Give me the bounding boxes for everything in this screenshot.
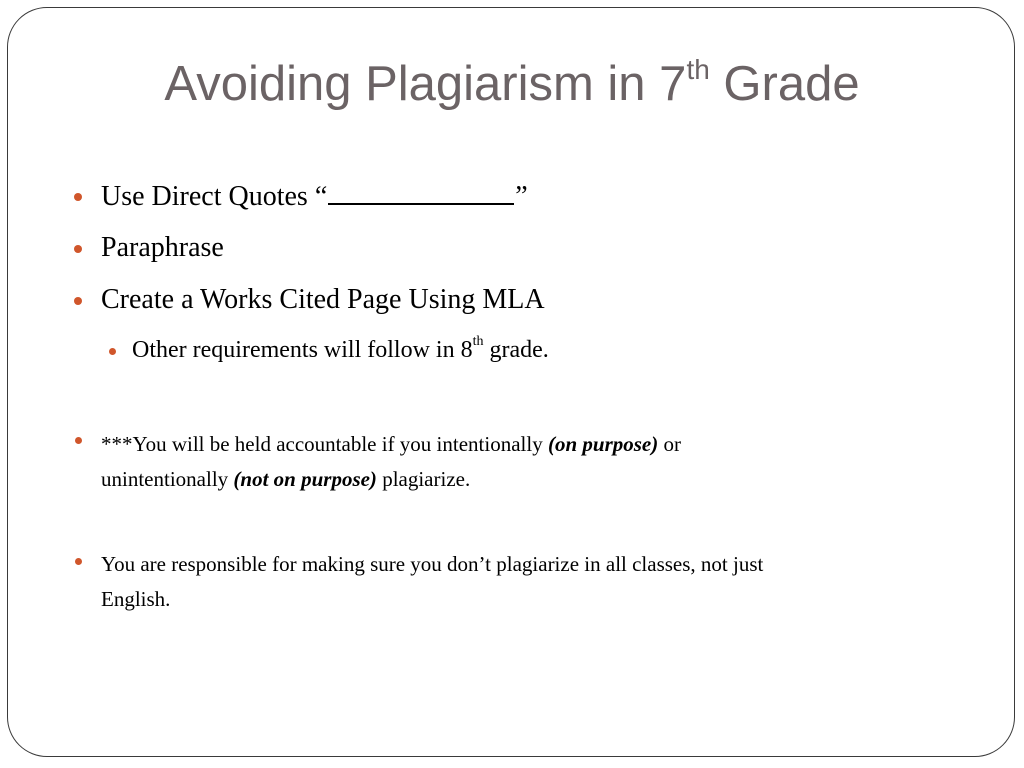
bullet-direct-quotes — [101, 181, 528, 213]
note-accountable-line-2 — [101, 462, 681, 497]
bullet-dot-icon — [75, 437, 82, 444]
slide-frame — [7, 7, 1015, 757]
note-not-on-purpose: (not on purpose) — [233, 467, 377, 491]
bullet-dot-icon — [74, 193, 82, 201]
note-responsible-line-1: You are responsible for making sure you don’t plagiarize in all classes, not just — [101, 552, 764, 576]
sub-bullet-text: Other requirements will follow in 8 — [132, 337, 473, 363]
bullet-dot-icon — [74, 245, 82, 253]
sub-bullet-requirements — [132, 334, 549, 363]
bullet-paraphrase: Paraphrase — [101, 232, 224, 263]
title-main: Avoiding Plagiarism in 7 — [164, 57, 687, 111]
note-accountable-line-1 — [101, 427, 681, 462]
title-superscript: th — [686, 53, 710, 85]
slide-title — [0, 53, 1024, 112]
bullet-dot-icon — [75, 558, 82, 565]
bullet-direct-quotes-text: Use Direct Quotes “ — [101, 181, 328, 212]
note-unintentionally: unintentionally — [101, 467, 234, 491]
quote-blank-line — [328, 181, 514, 205]
note-responsible — [101, 547, 763, 617]
note-accountable-text: ***You will be held accountable if you intentionally — [101, 432, 548, 456]
sub-bullet-dot-icon — [109, 348, 116, 355]
note-accountable — [101, 427, 681, 497]
sub-bullet-superscript: th — [472, 334, 484, 349]
note-accountable-or: or — [658, 432, 681, 456]
bullet-works-cited: Create a Works Cited Page Using MLA — [101, 284, 545, 315]
bullet-dot-icon — [74, 297, 82, 305]
title-tail: Grade — [709, 57, 860, 111]
note-responsible-line-2: English. — [101, 587, 171, 611]
sub-bullet-tail: grade. — [483, 337, 549, 363]
note-on-purpose: (on purpose) — [547, 432, 659, 456]
note-plagiarize: plagiarize. — [376, 467, 471, 491]
bullet-direct-quotes-close: ” — [515, 181, 528, 212]
